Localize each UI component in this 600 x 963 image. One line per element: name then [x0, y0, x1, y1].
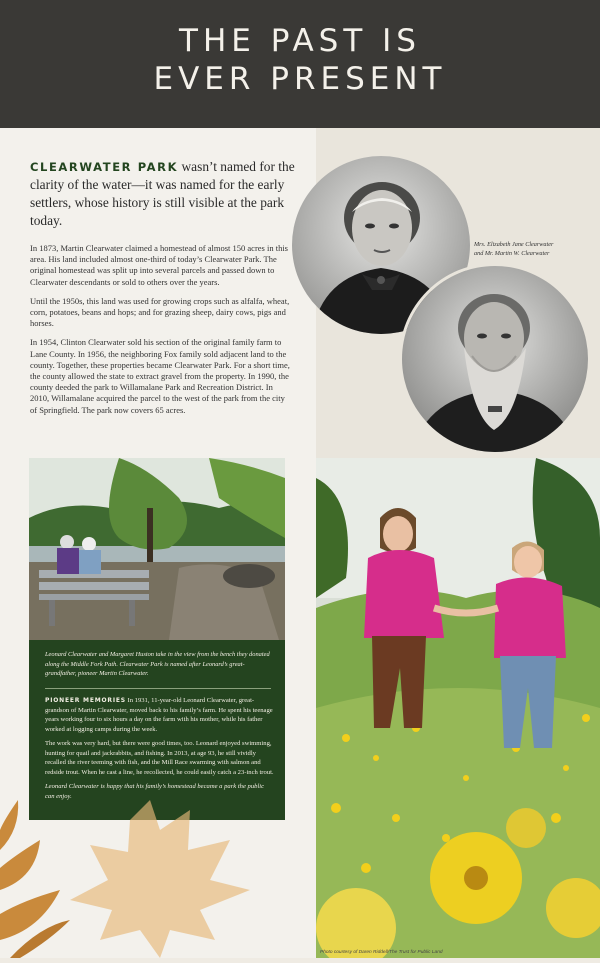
history-text — [30, 243, 292, 424]
memories-paragraph-2: The work was very hard, but there were good times, too. Leonard enjoyed swimming, hunting for quail and jackrabbits, and fishing. In 2013, at age 93, he still vividly recalled the river teeming with fish, and the Mill Race swarming with salmon and redside trout. When he cast a line, he recollected, he could easily catch a 23-inch trout. — [45, 740, 274, 776]
portrait-caption — [474, 240, 594, 258]
leaf-icon — [0, 800, 18, 850]
title-line-1: THE PAST IS — [179, 23, 421, 59]
history-paragraph-3: In 1954, Clinton Clearwater sold his section of the original family farm to Lane County. In 1956, the neighboring Fox family sold adjacent land to the county. Together, these properties became Clearwater Park. For a short time, the county allowed the state to extract gravel from the property. In 1990, the county deeded the park to Willamalane Park and Recreation District. In 2010, Willamalane acquired the parcel to the west of the park from the city of Springfield. The park now covers 65 acres. — [30, 337, 290, 415]
bench-photo-caption: Leonard Clearwater and Margaret Huston take in the view from the bench they donated along the Middle Fork Path. Clearwater Park is named after Leonard’s great-grandfather, pioneer Martin Clearwater. — [45, 651, 270, 677]
intro-text: wasn’t named for the clarity of the water—it was named for the early settlers, whose history is still visible at the park today. — [30, 159, 295, 228]
title-line-2: EVER PRESENT — [153, 61, 447, 97]
leaf-icon-2 — [0, 840, 40, 890]
intro-lead: CLEARWATER PARK — [30, 160, 179, 174]
intro-paragraph — [30, 158, 312, 230]
bench-photo — [29, 458, 285, 640]
memories-paragraph-1-text: In 1931, 11-year-old Leonard Clearwater, great-grandson of Martin Clearwater, moved back to his family’s farm. He spent his teenage years working four to six hours a day on the farm with his mother, while his father worked at logging camps during the week. — [45, 697, 273, 733]
portrait-martin-clearwater — [402, 266, 588, 452]
portrait-caption-line-2: and Mr. Martin W. Clearwater — [474, 250, 550, 257]
maple-leaf-icon — [70, 800, 250, 958]
portrait-caption-line-1: Mrs. Elizabeth Jane Clearwater — [474, 241, 554, 248]
panel-divider — [45, 688, 271, 689]
kids-running-photo — [316, 458, 600, 958]
history-paragraph-2: Until the 1950s, this land was used for growing crops such as alfalfa, wheat, corn, potatoes, beans and hops; and for grazing sheep, dairy cows, pigs and horses. — [30, 295, 290, 329]
memories-kicker: PIONEER MEMORIES — [45, 697, 126, 704]
memories-paragraph-1 — [45, 696, 275, 734]
page-title — [0, 22, 600, 98]
history-paragraph-1: In 1873, Martin Clearwater claimed a homestead of almost 150 acres in this area. His land included almost one-third of today’s Clearwater Park. The original homestead was split up into several parcels and passed down to Clearwater descendants or sold to others over the years. — [30, 243, 288, 287]
memories-paragraph-3: Leonard Clearwater is happy that his family’s homestead became a park the public can enjoy. — [45, 783, 265, 800]
title-banner — [0, 0, 600, 128]
decorative-leaves — [0, 790, 316, 958]
photo-credit: Photo courtesy of Daren Riddell/The Trust for Public Land — [320, 950, 443, 955]
